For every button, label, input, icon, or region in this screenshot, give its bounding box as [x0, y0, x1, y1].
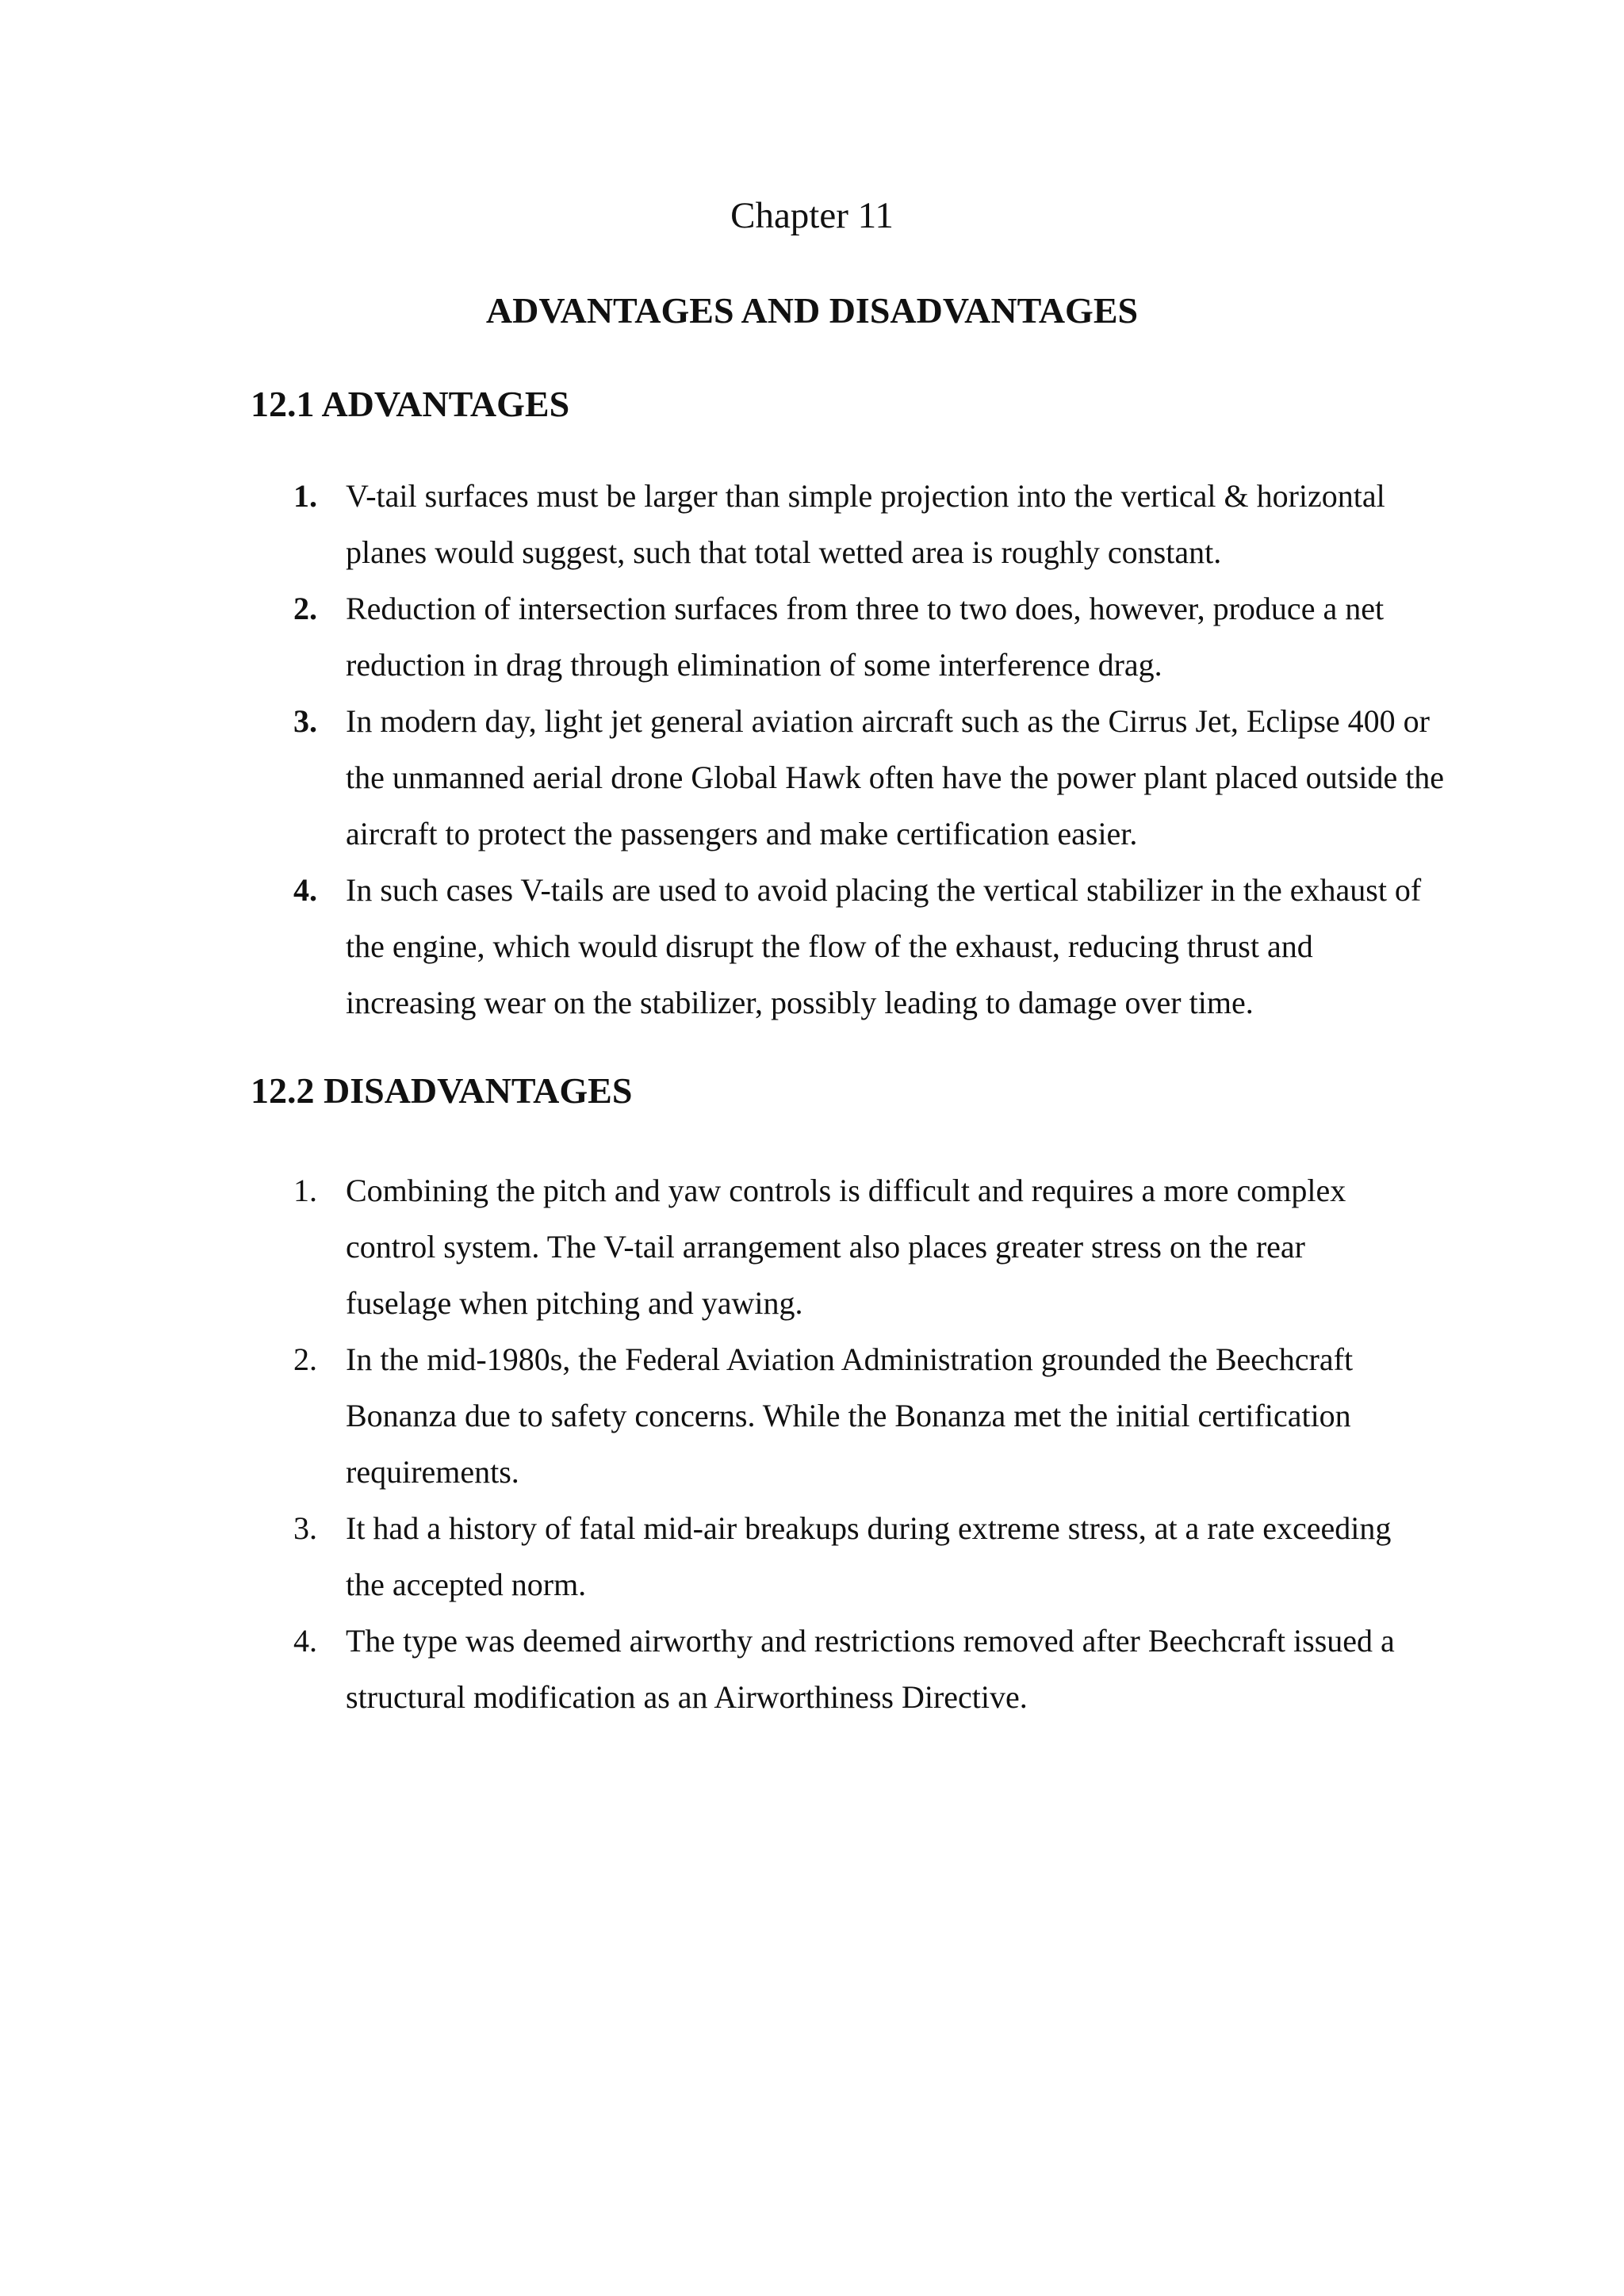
advantage-item	[293, 468, 1451, 580]
item-text: In such cases V-tails are used to avoid placing the vertical stabilizer in the exhaust of the engine, which would disrupt the flow of the exhaust, reducing thrust and increasing wear on the stabilizer, possibly leading to damage over time.	[346, 872, 1422, 1020]
item-number: 2.	[293, 1341, 317, 1377]
disadvantages-heading: 12.2 DISADVANTAGES	[251, 1070, 633, 1111]
item-number: 3.	[293, 703, 317, 739]
advantage-item	[293, 862, 1451, 1031]
chapter-label: Chapter 11	[730, 195, 894, 236]
item-text: Reduction of intersection surfaces from three to two does, however, produce a net reduction in drag through elimination of some interference drag.	[346, 591, 1385, 683]
item-number: 3.	[293, 1510, 317, 1546]
item-text: The type was deemed airworthy and restrictions removed after Beechcraft issued a structural modification as an Airworthiness Directive.	[346, 1623, 1395, 1715]
item-number: 2.	[293, 591, 317, 626]
item-number: 4.	[293, 872, 317, 908]
disadvantage-item	[293, 1331, 1404, 1500]
item-text: Combining the pitch and yaw controls is difficult and requires a more complex control system. The V-tail arrangement also places greater stress on the rear fuselage when pitching and yawing.	[346, 1173, 1346, 1321]
item-text: In the mid-1980s, the Federal Aviation Administration grounded the Beechcraft Bonanza due to safety concerns. While the Bonanza met the initial certification requirements.	[346, 1341, 1354, 1490]
advantage-item	[293, 693, 1451, 862]
disadvantage-item	[293, 1500, 1404, 1613]
item-number: 1.	[293, 478, 317, 514]
item-number: 1.	[293, 1173, 317, 1208]
item-text: It had a history of fatal mid-air breakups during extreme stress, at a rate exceeding the accepted norm.	[346, 1510, 1392, 1602]
advantages-list	[293, 468, 1451, 1031]
disadvantages-list	[293, 1162, 1404, 1725]
disadvantage-item	[293, 1613, 1404, 1725]
item-text: V-tail surfaces must be larger than simple projection into the vertical & horizontal planes would suggest, such that total wetted area is roughly constant.	[346, 478, 1385, 570]
disadvantage-item	[293, 1162, 1404, 1331]
item-text: In modern day, light jet general aviation aircraft such as the Cirrus Jet, Eclipse 400 or the unmanned aerial drone Global Hawk often have the power plant placed outside the aircraft to protect the passengers and make certification easier.	[346, 703, 1445, 851]
item-number: 4.	[293, 1623, 317, 1659]
page-title: ADVANTAGES AND DISADVANTAGES	[485, 290, 1139, 331]
advantages-heading: 12.1 ADVANTAGES	[251, 384, 570, 424]
advantage-item	[293, 580, 1451, 693]
